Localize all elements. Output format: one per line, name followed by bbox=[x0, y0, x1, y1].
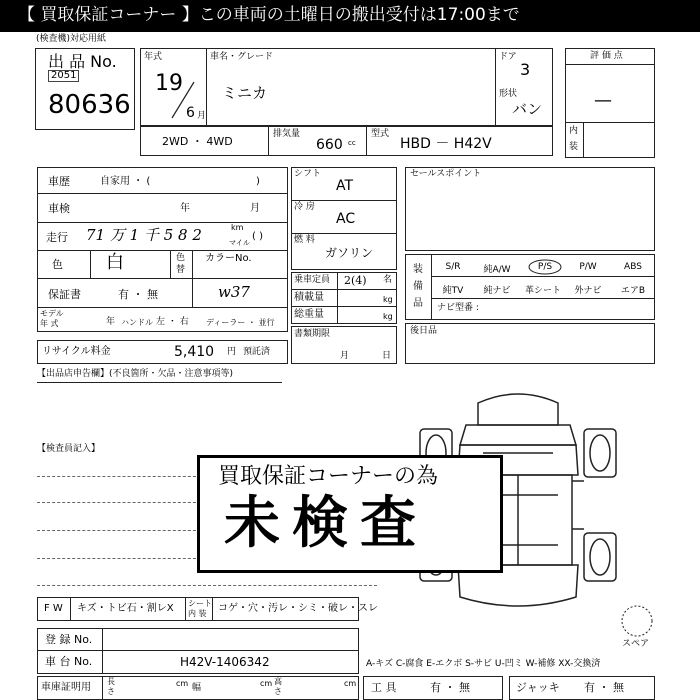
cm-3: cm bbox=[344, 679, 357, 688]
ac-label: 冷 房 bbox=[294, 202, 315, 212]
history-close: ) bbox=[256, 176, 260, 187]
interior-label-1: 内 bbox=[569, 126, 579, 136]
door-label: ドア bbox=[499, 52, 517, 62]
warranty-value: 有 ・ 無 bbox=[118, 288, 158, 301]
jack-value: 有 ・ 無 bbox=[584, 681, 624, 694]
ac-value: AC bbox=[336, 211, 356, 227]
fw-value: キズ・トビ石・割レX bbox=[77, 603, 174, 614]
lot-stamp: 2051 bbox=[48, 70, 79, 82]
tools-label: 工 具 bbox=[371, 681, 397, 694]
width-label: 幅 bbox=[192, 683, 202, 693]
inspection-year: 年 bbox=[180, 203, 190, 214]
stamp-line-1: 買取保証コーナーの為 bbox=[218, 464, 439, 489]
equip-ext-nav: 外ナビ bbox=[574, 286, 602, 296]
model-year-label-1: モデル bbox=[40, 309, 64, 318]
reg-label: 登 録 No. bbox=[45, 633, 93, 646]
height-label-2: さ bbox=[274, 687, 282, 696]
recycle-unit: 円 bbox=[227, 347, 237, 357]
fuel-label: 燃 料 bbox=[294, 235, 315, 245]
doc-label: 書類期限 bbox=[294, 329, 331, 339]
spare-tire-icon bbox=[620, 604, 654, 638]
mileage-handwritten: 71 万 1 千 5 8 2 bbox=[86, 226, 202, 244]
handle-value: 左 ・ 右 bbox=[156, 317, 189, 327]
banner-text: 【 買取保証コーナー 】この車両の土曜日の搬出受付は17:00まで bbox=[18, 5, 520, 25]
seat-label-1: シート bbox=[188, 599, 212, 608]
jack-label: ジャッキ bbox=[516, 681, 560, 694]
cert-label: 車庫証明用 bbox=[41, 682, 91, 693]
year-value: 19 bbox=[155, 71, 183, 96]
warranty-label: 保証書 bbox=[48, 288, 81, 301]
mileage-label: 走行 bbox=[46, 231, 68, 244]
shape-value: バン bbox=[512, 100, 543, 118]
cm-1: cm bbox=[176, 679, 189, 688]
equip-power-steering: P/S bbox=[537, 262, 553, 272]
color-change-2: 替 bbox=[176, 265, 186, 275]
inspector-label: 【検査員記入】 bbox=[37, 444, 101, 454]
equip-airbag: エアB bbox=[620, 286, 646, 296]
seller-report-label: 【出品店申告欄】(不良箇所・欠品・注意事項等) bbox=[37, 369, 234, 379]
equip-sr: S/R bbox=[445, 262, 461, 272]
fuel-value: ガソリン bbox=[325, 246, 374, 260]
capacity-value: 2(4) bbox=[344, 274, 367, 287]
sales-point-box bbox=[405, 167, 655, 251]
nav-model-label: ナビ型番 : bbox=[437, 303, 479, 313]
recycle-note: 預託済 bbox=[243, 347, 271, 357]
type-value: HBD － H42V bbox=[400, 136, 492, 152]
inspection-month: 月 bbox=[250, 203, 260, 214]
history-label: 車歴 bbox=[48, 175, 70, 188]
tools-value: 有 ・ 無 bbox=[430, 681, 470, 694]
recycle-amount: 5,410 bbox=[174, 344, 215, 360]
seat-value: コゲ・穴・汚レ・シミ・破レ・スレ bbox=[218, 603, 378, 614]
interior-label-2: 装 bbox=[569, 142, 579, 152]
drive-value: 2WD ・ 4WD bbox=[162, 135, 233, 148]
len-label-1: 長 bbox=[107, 677, 115, 686]
doors-value: 3 bbox=[520, 60, 531, 79]
gross-label: 総重量 bbox=[294, 309, 324, 320]
mileage-paren: ( ) bbox=[252, 231, 263, 242]
shape-label: 形状 bbox=[499, 89, 518, 99]
displacement-label: 排気量 bbox=[273, 129, 301, 139]
chassis-label: 車 台 No. bbox=[45, 655, 93, 668]
handle-label: ハンドル bbox=[121, 318, 153, 327]
model-label: 車名・グレード bbox=[210, 52, 274, 62]
color-no-label: カラーNo. bbox=[205, 253, 252, 264]
stamp-line-2: 未検査 bbox=[224, 491, 428, 556]
dealer-label: ディーラー ・ 並行 bbox=[206, 318, 275, 327]
color-no-value: w37 bbox=[218, 283, 250, 301]
cm-2: cm bbox=[260, 679, 273, 688]
load-label: 積載量 bbox=[294, 292, 324, 303]
equip-nav: 純ナビ bbox=[483, 286, 511, 296]
power-steering-circle bbox=[527, 258, 563, 276]
inspection-label: 車検 bbox=[48, 202, 70, 215]
equip-abs: ABS bbox=[624, 262, 642, 272]
model-year-label-2: 年 式 bbox=[40, 319, 59, 328]
legend: A-キズ C-腐食 E-エクボ S-サビ U-凹ミ W-補修 XX-交換済 bbox=[366, 659, 601, 669]
equipment-label-3: 品 bbox=[413, 298, 423, 309]
type-label: 型式 bbox=[371, 129, 390, 139]
model-year-unit: 年 bbox=[106, 317, 116, 327]
equip-tv: 純TV bbox=[442, 286, 464, 296]
after-install-label: 後日品 bbox=[410, 326, 438, 336]
color-change-1: 色 bbox=[176, 253, 186, 263]
lot-label: 出 品 No. bbox=[48, 52, 117, 71]
shift-label: シフト bbox=[294, 169, 322, 179]
form-type-label: (検査機)対応用紙 bbox=[36, 34, 107, 44]
gross-unit: kg bbox=[383, 312, 393, 321]
displacement-unit: cc bbox=[348, 139, 356, 147]
model-value: ミニカ bbox=[222, 84, 268, 102]
mileage-unit-mile: マイル bbox=[229, 239, 250, 247]
after-install-box bbox=[405, 323, 655, 364]
equip-leather: 革シート bbox=[524, 286, 561, 296]
color-label: 色 bbox=[52, 258, 63, 271]
month-unit: 月 bbox=[197, 111, 207, 121]
len-label-2: さ bbox=[107, 687, 115, 696]
shift-value: AT bbox=[336, 178, 354, 194]
grade-value: — bbox=[594, 90, 612, 111]
color-value: 白 bbox=[106, 252, 124, 273]
fw-label: F W bbox=[44, 603, 63, 614]
equipment-label-1: 装 bbox=[413, 264, 423, 275]
capacity-unit: 名 bbox=[383, 275, 393, 285]
month-value: 6 bbox=[186, 105, 195, 121]
chassis-value: H42V-1406342 bbox=[180, 655, 270, 669]
displacement-value: 660 bbox=[316, 137, 343, 153]
seat-label-2: 内 装 bbox=[188, 609, 207, 618]
capacity-label: 乗車定員 bbox=[294, 275, 331, 285]
year-label: 年式 bbox=[144, 52, 163, 62]
mileage-unit-km: km bbox=[231, 223, 244, 232]
spare-label: スペア bbox=[622, 639, 650, 649]
load-unit: kg bbox=[383, 295, 393, 304]
equipment-label-2: 備 bbox=[413, 281, 423, 292]
grade-label: 評 価 点 bbox=[590, 51, 623, 61]
doc-day: 日 bbox=[382, 351, 392, 361]
lot-number: 80636 bbox=[48, 90, 131, 120]
history-value: 自家用 ・ ( bbox=[100, 176, 151, 187]
height-label-1: 高 bbox=[274, 677, 282, 686]
equip-alloy-wheel: 純A/W bbox=[483, 265, 511, 275]
sales-point-label: セールスポイント bbox=[410, 169, 482, 179]
recycle-label: リサイクル料金 bbox=[42, 346, 111, 357]
equip-power-window: P/W bbox=[579, 262, 597, 272]
doc-month: 月 bbox=[340, 351, 350, 361]
